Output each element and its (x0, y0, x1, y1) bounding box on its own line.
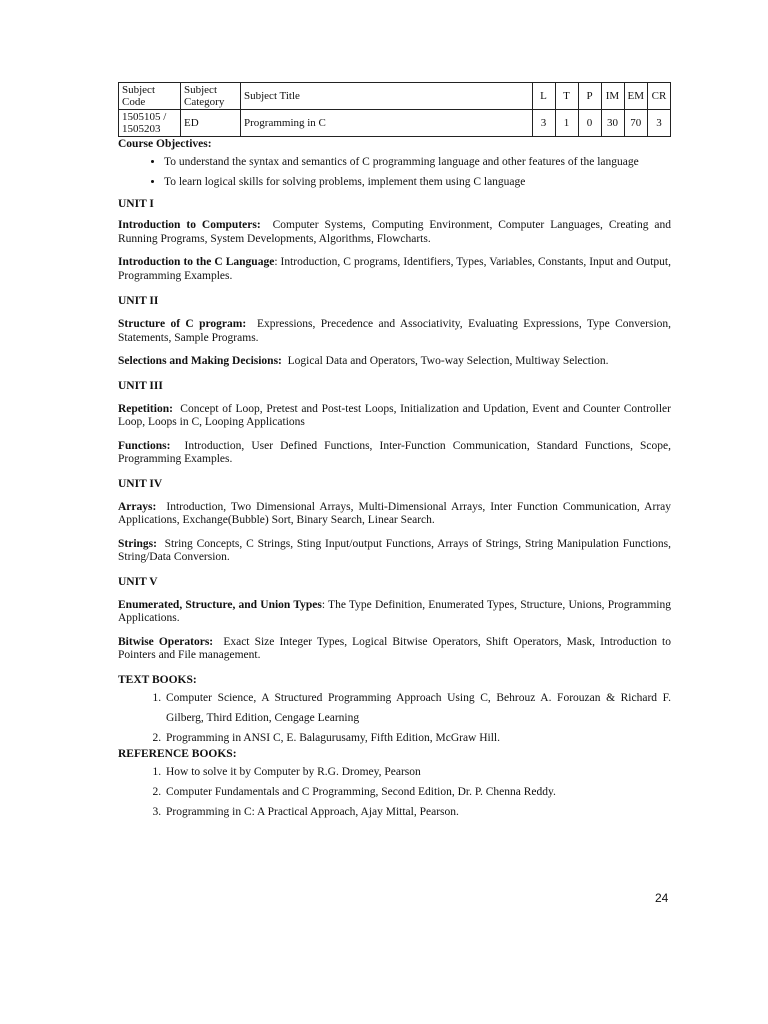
unit-5-label: UNIT V (118, 575, 158, 588)
topic-heading: Arrays: (118, 500, 157, 513)
reference-book-item: 3. Programming in C: A Practical Approach, Ajay Mittal, Pearson. (164, 802, 671, 822)
unit-4-topic-1 (118, 501, 671, 528)
reference-books-list (118, 762, 671, 822)
topic-heading: Bitwise Operators: (118, 635, 214, 648)
header-subject-category: Subject Category (181, 83, 241, 110)
unit-2-topic-1 (118, 318, 671, 345)
objective-item: • To understand the syntax and semantics of C programming language and other features of the language (164, 152, 671, 172)
topic-heading: Enumerated, Structure, and Union Types (118, 598, 322, 611)
syllabus-page (118, 82, 671, 822)
text-book-item: 1. Computer Science, A Structured Programming Approach Using C, Behrouz A. Forouzan & Richard F. Gilberg, Third Edition, Cengage Learning (164, 688, 671, 728)
topic-body: : The Type Definition, Enumerated Types, Structure, Unions, Programming Applications. (118, 598, 671, 624)
topic-heading: Structure of C program: (118, 318, 247, 330)
cell-p: 0 (578, 110, 601, 137)
header-cr: CR (648, 83, 671, 110)
cell-l: 3 (532, 110, 555, 137)
text-books-list (118, 688, 671, 748)
cell-subject-code: 1505105 / 1505203 (119, 110, 181, 137)
topic-body: : Introduction, C programs, Identifiers, Types, Variables, Constants, Input and Output, Programming Examples. (118, 256, 671, 282)
reference-book-item: 1. How to solve it by Computer by R.G. Dromey, Pearson (164, 762, 671, 782)
cell-subject-category: ED (181, 110, 241, 137)
header-subject-code: Subject Code (119, 83, 181, 110)
cell-t: 1 (555, 110, 578, 137)
topic-body: Exact Size Integer Types, Logical Bitwise Operators, Shift Operators, Mask, Introduction to Pointers and File management. (118, 635, 671, 661)
header-t: T (555, 83, 578, 110)
unit-2-label: UNIT II (118, 295, 159, 307)
subject-table-header (119, 83, 671, 110)
reference-book-item: 2. Computer Fundamentals and C Programming, Second Edition, Dr. P. Chenna Reddy. (164, 782, 671, 802)
course-objectives-title: Course Objectives: (118, 138, 212, 150)
topic-body: Introduction, User Defined Functions, Inter-Function Communication, Standard Functions, Scope, Programming Examples. (118, 439, 671, 465)
header-l: L (532, 83, 555, 110)
course-objectives-list (118, 152, 671, 192)
text-book-item: 2. Programming in ANSI C, E. Balagurusamy, Fifth Edition, McGraw Hill. (164, 728, 671, 748)
header-em: EM (624, 83, 648, 110)
cell-im: 30 (601, 110, 624, 137)
objective-item: • To learn logical skills for solving problems, implement them using C language (164, 172, 671, 192)
topic-body: Computer Systems, Computing Environment, Computer Languages, Creating and Running Programs, System Developments, Algorithms, Flowcharts. (118, 219, 671, 245)
header-im: IM (601, 83, 624, 110)
topic-heading: Repetition: (118, 402, 173, 415)
topic-heading: Strings: (118, 537, 157, 550)
unit-5-topic-2 (118, 636, 671, 663)
unit-3-topic-1 (118, 403, 671, 430)
topic-body: Logical Data and Operators, Two-way Selection, Multiway Selection. (287, 355, 609, 367)
topic-body: Concept of Loop, Pretest and Post-test Loops, Initialization and Updation, Event and Counter Controller Loop, Loops in C, Looping Applications (118, 402, 671, 428)
unit-1-topic-1 (118, 219, 671, 246)
topic-body: Expressions, Precedence and Associativity, Evaluating Expressions, Type Conversion, Statements, Sample Programs. (118, 318, 672, 344)
unit-2-topic-2 (118, 355, 671, 369)
unit-4-label: UNIT IV (118, 477, 163, 490)
unit-4-topic-2 (118, 538, 671, 565)
topic-heading: Functions: (118, 439, 171, 452)
subject-table-row (119, 110, 671, 137)
subject-table (118, 82, 671, 137)
page-number: 24 (655, 891, 669, 905)
header-p: P (578, 83, 601, 110)
text-books-title: TEXT BOOKS: (118, 673, 197, 686)
topic-body: Introduction, Two Dimensional Arrays, Multi-Dimensional Arrays, Inter Function Communication, Array Applications, Exchange(Bubble) Sort, Binary Search, Linear Search. (118, 500, 671, 526)
topic-heading: Introduction to the C Language (118, 256, 275, 268)
cell-em: 70 (624, 110, 648, 137)
header-subject-title: Subject Title (241, 83, 533, 110)
topic-heading: Selections and Making Decisions: (118, 355, 282, 367)
unit-1-topic-2 (118, 256, 671, 283)
reference-books-title: REFERENCE BOOKS: (118, 747, 237, 760)
unit-5-topic-1 (118, 599, 671, 626)
topic-heading: Introduction to Computers: (118, 219, 261, 231)
unit-3-label: UNIT III (118, 379, 163, 392)
topic-body: String Concepts, C Strings, Sting Input/output Functions, Arrays of Strings, String Manipulation Functions, String/Data Conversion. (118, 537, 671, 563)
cell-cr: 3 (648, 110, 671, 137)
cell-subject-title: Programming in C (241, 110, 533, 137)
unit-1-label: UNIT I (118, 198, 154, 210)
unit-3-topic-2 (118, 440, 671, 467)
